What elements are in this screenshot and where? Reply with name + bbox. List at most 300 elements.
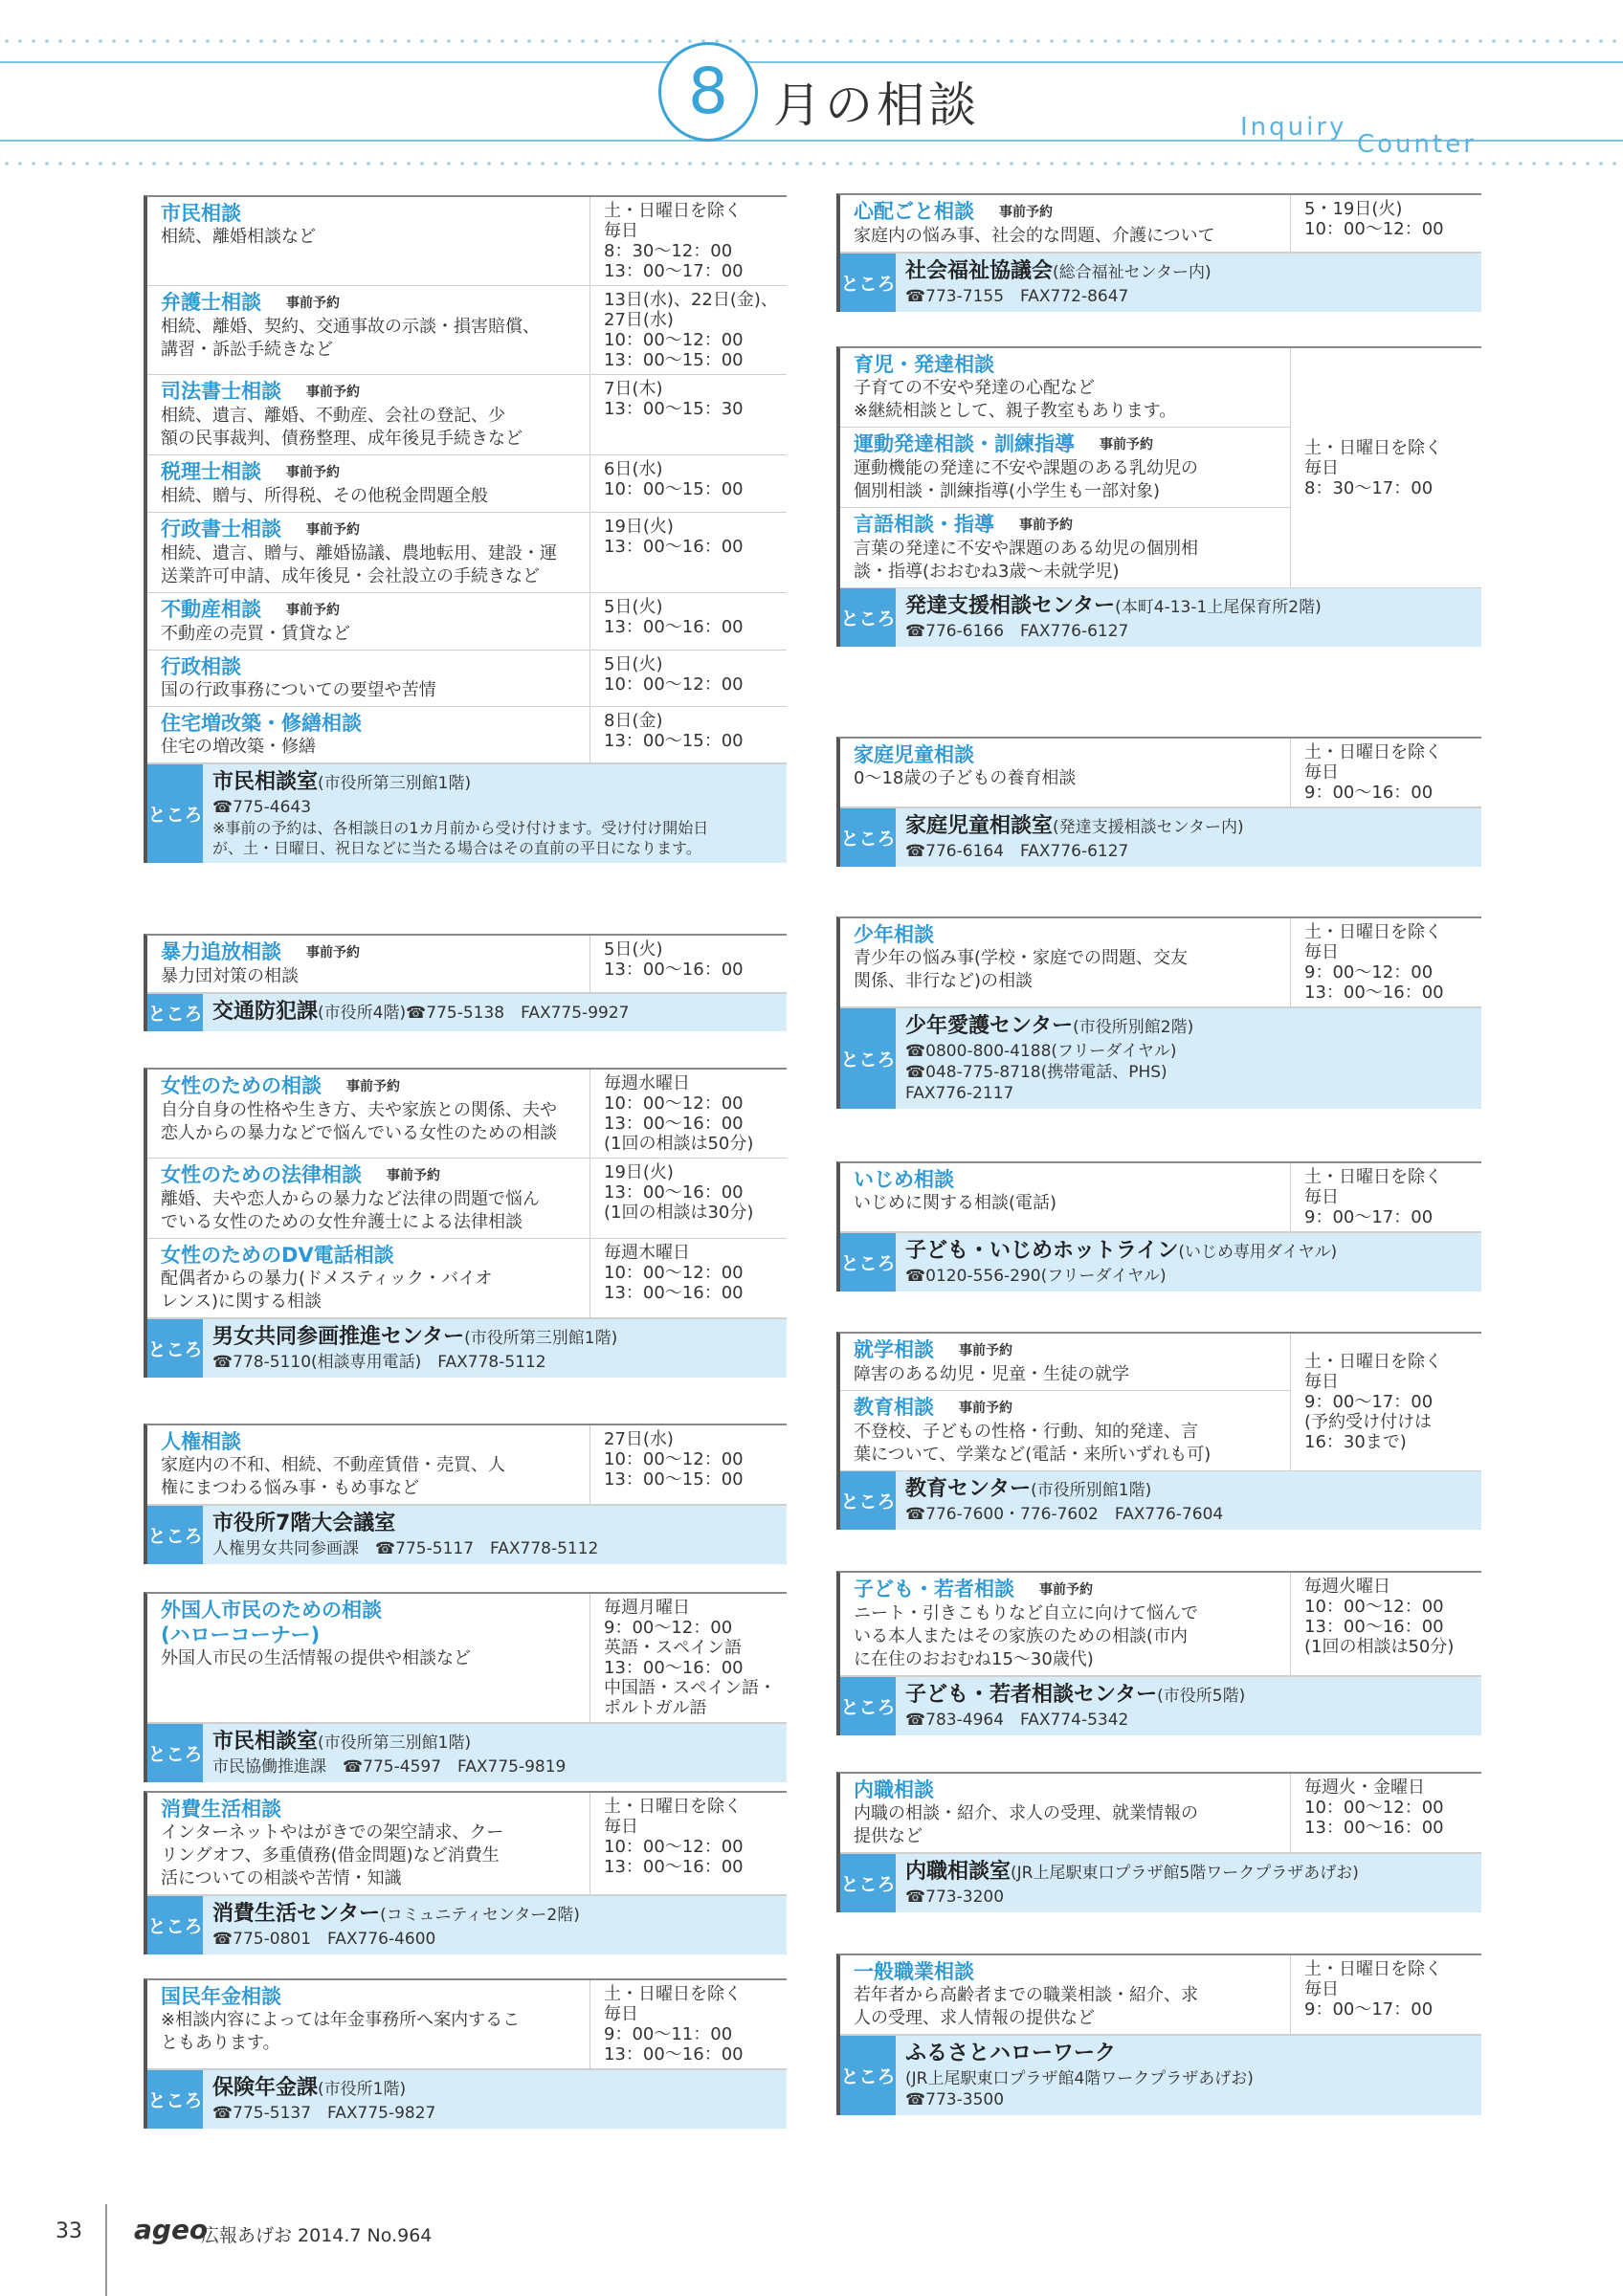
footer-divider [105, 2204, 107, 2296]
consultation-name: 家庭児童相談 [854, 743, 974, 766]
month-badge [658, 42, 758, 142]
header-rule-top [0, 61, 1623, 63]
location-contact: 市民協働推進課 ☎775-4597 FAX775-9819 [212, 1757, 567, 1777]
consultation-title [161, 711, 580, 736]
consultation-name: 行政書士相談 [161, 518, 281, 541]
consultation-row [147, 513, 787, 593]
consultation-row [840, 1955, 1481, 2035]
consultation-title [854, 512, 1280, 538]
location-box [840, 1470, 1481, 1530]
consultation-info [840, 508, 1290, 587]
location-detail: (市役所1階) [318, 2080, 407, 2099]
consultation-schedule: 土・日曜日を除く 毎日 9：00～16：00 [1290, 739, 1481, 806]
consultation-row [147, 197, 787, 286]
consultation-title [161, 1598, 580, 1647]
location-body [896, 1677, 1481, 1735]
reservation-badge: 事前予約 [1019, 518, 1073, 533]
consultation-name: 女性のための相談 [161, 1074, 322, 1097]
consultation-description: 自分自身の性格や生き方、夫や家族との関係、夫や 恋人からの暴力などで悩んでいる女性のための相談 [161, 1100, 557, 1143]
reservation-badge: 事前予約 [286, 296, 340, 311]
location-contact: 人権男女共同参画課 ☎775-5117 FAX778-5112 [212, 1539, 599, 1558]
location-box [840, 807, 1481, 867]
consultation-row [840, 1163, 1481, 1232]
header-english-inquiry: Inquiry [1240, 113, 1347, 142]
header-dot-strip-top [0, 38, 1623, 44]
location-detail: (市役所別館1階) [1031, 1481, 1152, 1500]
consultation-row [147, 936, 787, 993]
reservation-badge: 事前予約 [286, 465, 340, 480]
location-note: ※事前の予約は、各相談日の1カ月前から受け付けます。受け付け開始日 [212, 819, 709, 837]
location-tag: ところ [147, 1319, 203, 1378]
location-detail: (JR上尾駅東口プラザ館5階ワークプラザあげお) [1011, 1864, 1359, 1883]
consultation-schedule: 5日(火) 13：00～16：00 [589, 593, 787, 650]
consultation-description: 若年者から高齢者までの職業相談・紹介、求 人の受理、求人情報の提供など [854, 1985, 1198, 2028]
consultation-name: 国民年金相談 [161, 1985, 281, 2008]
location-detail: (市役所5階) [1157, 1687, 1246, 1706]
consultation-title [854, 1959, 1280, 1984]
publication-logo: ageo [134, 2214, 209, 2245]
location-office: 市民相談室 [212, 770, 319, 794]
consultation-name: いじめ相談 [854, 1168, 954, 1191]
consultation-description: 住宅の増改築・修繕 [161, 737, 316, 757]
location-tag: ところ [147, 764, 203, 863]
month-number: 8 [688, 55, 728, 128]
location-office: 教育センター [905, 1477, 1032, 1501]
consultation-name: 運動発達相談・訓練指導 [854, 432, 1075, 455]
location-name [905, 2041, 1472, 2068]
location-body [896, 1233, 1481, 1292]
location-box [840, 1853, 1481, 1912]
location-body [896, 1854, 1481, 1912]
location-office: 子ども・若者相談センター [905, 1683, 1158, 1707]
location-name [905, 1013, 1472, 1041]
consultation-block [144, 1978, 787, 2129]
location-body [203, 2070, 787, 2129]
consultation-info [840, 428, 1290, 507]
consultation-schedule: 土・日曜日を除く 毎日 9：00～12：00 13：00～16：00 [1290, 918, 1481, 1006]
location-name [212, 999, 777, 1027]
consultation-info [840, 1774, 1290, 1852]
consultation-row [840, 508, 1290, 587]
consultation-name: 就学相談 [854, 1338, 934, 1361]
location-body [203, 1896, 787, 1954]
reservation-badge: 事前予約 [1100, 437, 1153, 453]
location-tag: ところ [840, 1471, 896, 1530]
consultation-row [147, 1980, 787, 2069]
consultation-info [147, 1980, 589, 2068]
location-tag: ところ [840, 1233, 896, 1292]
consultation-info [147, 593, 589, 650]
location-tag: ところ [147, 2070, 203, 2129]
consultation-title [854, 431, 1280, 457]
location-box [840, 1007, 1481, 1109]
location-contact: ☎773-3200 [905, 1888, 1005, 1907]
consultation-schedule: 土・日曜日を除く 毎日 9：00～17：00 [1290, 1955, 1481, 2034]
location-box [147, 2069, 787, 2129]
location-detail: (市役所第三別館1階) [318, 774, 472, 793]
location-office: 男女共同参画推進センター [212, 1325, 465, 1349]
location-tag: ところ [840, 808, 896, 867]
location-name [212, 1511, 777, 1538]
consultation-row [840, 1391, 1290, 1470]
consultation-name: 教育相談 [854, 1396, 934, 1419]
consultation-info [147, 936, 589, 992]
consultation-info [147, 197, 589, 285]
reservation-badge: 事前予約 [959, 1401, 1012, 1416]
location-tag: ところ [840, 588, 896, 647]
consultation-description: 相続、離婚相談など [161, 227, 316, 247]
consultation-name: 言語相談・指導 [854, 513, 994, 536]
consultation-name: 女性のための法律相談 [161, 1163, 362, 1186]
consultation-name: 心配ごと相談 [854, 200, 974, 223]
location-detail: (市役所第三別館1階) [318, 1733, 472, 1753]
consultation-row [147, 1425, 787, 1505]
consultation-block [836, 916, 1481, 1109]
consultation-name: 消費生活相談 [161, 1798, 281, 1821]
location-body [896, 1008, 1481, 1109]
location-box [840, 1232, 1481, 1292]
consultation-schedule: 8日(金) 13：00～15：00 [589, 707, 787, 762]
location-body [203, 994, 787, 1031]
consultation-schedule: 6日(水) 10：00～15：00 [589, 455, 787, 512]
consultation-schedule: 13日(水)、22日(金)、 27日(水) 10：00～12：00 13：00～15：00 [589, 286, 787, 374]
location-name [905, 1476, 1472, 1504]
consultation-name: 内職相談 [854, 1778, 934, 1801]
location-box [840, 253, 1481, 312]
consultation-block [836, 1772, 1481, 1912]
location-contact: ☎776-7600・776-7602 FAX776-7604 [905, 1505, 1224, 1524]
location-office: 交通防犯課 [212, 1000, 319, 1024]
consultation-row [840, 1774, 1481, 1853]
consultation-title [161, 379, 580, 405]
location-body [203, 764, 787, 863]
consultation-info [147, 1594, 589, 1722]
location-contact: ☎783-4964 FAX774-5342 [905, 1711, 1129, 1730]
location-body [896, 2036, 1481, 2115]
consultation-schedule: 27日(水) 10：00～12：00 13：00～15：00 [589, 1425, 787, 1504]
location-detail: (市役所別館2階) [1073, 1018, 1194, 1037]
location-note: が、土・日曜日、祝日などに当たる場合はその直前の平日になります。 [212, 839, 701, 857]
consultation-description: 相続、離婚、契約、交通事故の示談・損害賠償、 講習・訴訟手続きなど [161, 317, 540, 360]
consultation-row [147, 1793, 787, 1895]
consultation-group-rows [840, 348, 1290, 587]
consultation-description: 家庭内の悩み事、社会的な問題、介護について [854, 226, 1215, 246]
consultation-schedule: 5日(火) 10：00～12：00 [589, 651, 787, 706]
consultation-description: 相続、遺言、離婚、不動産、会社の登記、少 額の民事裁判、債務整理、成年後見手続きなど [161, 406, 522, 449]
consultation-block [836, 1161, 1481, 1292]
page-title: 月の相談 [766, 67, 988, 136]
consultation-info [147, 707, 589, 762]
consultation-schedule: 5日(火) 13：00～16：00 [589, 936, 787, 992]
consultation-description: 暴力団対策の相談 [161, 966, 299, 986]
consultation-block [836, 1954, 1481, 2115]
consultation-info [147, 1793, 589, 1894]
location-tag: ところ [840, 2036, 896, 2115]
consultation-schedule: 土・日曜日を除く 毎日 9：00～17：00 [1290, 1163, 1481, 1231]
consultation-description: 国の行政事務についての要望や苦情 [161, 680, 436, 700]
consultation-description: 運動機能の発達に不安や課題のある乳幼児の 個別相談・訓練指導(小学生も一部対象) [854, 458, 1198, 501]
reservation-badge: 事前予約 [346, 1079, 400, 1094]
consultation-name: 住宅増改築・修繕相談 [161, 712, 362, 735]
location-detail: (市役所4階)☎775-5138 FAX775-9927 [318, 1004, 630, 1023]
consultation-row [840, 348, 1290, 428]
location-contact: ☎775-4643 [212, 798, 312, 817]
consultation-block [144, 195, 787, 863]
consultation-title [854, 922, 1280, 947]
consultation-title [161, 1162, 580, 1188]
consultation-name: 市民相談 [161, 202, 241, 225]
location-name [212, 1324, 777, 1352]
consultation-title [854, 199, 1280, 225]
consultation-title [854, 1577, 1280, 1602]
consultation-info [147, 375, 589, 454]
location-office: 少年愛護センター [905, 1014, 1074, 1038]
consultation-description: 配偶者からの暴力(ドメスティック・バイオ レンス)に関する相談 [161, 1269, 493, 1312]
consultation-title [161, 517, 580, 542]
location-name [905, 813, 1472, 841]
consultation-block [836, 193, 1481, 312]
consultation-title [854, 742, 1280, 767]
consultation-title [161, 654, 580, 679]
consultation-block [836, 1571, 1481, 1735]
location-office: 保険年金課 [212, 2076, 319, 2100]
location-name [212, 1729, 777, 1756]
location-body [203, 1724, 787, 1782]
consultation-info [840, 1391, 1290, 1470]
consultation-row [147, 286, 787, 375]
consultation-schedule: 5・19日(火) 10：00～12：00 [1290, 195, 1481, 252]
consultation-block [836, 346, 1481, 647]
consultation-block [836, 1332, 1481, 1530]
consultation-title [161, 459, 580, 485]
location-body [203, 1506, 787, 1564]
location-body [896, 808, 1481, 867]
consultation-title [161, 1797, 580, 1821]
consultation-description: 青少年の悩み事(学校・家庭での問題、交友 関係、非行など)の相談 [854, 948, 1189, 991]
location-name [212, 1901, 777, 1929]
consultation-schedule: 土・日曜日を除く 毎日 9：00～11：00 13：00～16：00 [589, 1980, 787, 2068]
consultation-description: 障害のある幼児・児童・生徒の就学 [854, 1364, 1129, 1384]
location-contact: ☎0120-556-290(フリーダイヤル) [905, 1267, 1167, 1286]
consultation-name: 一般職業相談 [854, 1960, 974, 1983]
consultation-title [161, 1243, 580, 1268]
location-contact: ☎773-3500 [905, 2090, 1005, 2109]
consultation-info [840, 348, 1290, 427]
location-box [147, 1505, 787, 1564]
consultation-description: 内職の相談・紹介、求人の受理、就業情報の 提供など [854, 1803, 1198, 1846]
consultation-schedule: 毎週月曜日 9：00～12：00 英語・スペイン語 13：00～16：00 中国語・スペイン語・ ポルトガル語 [589, 1594, 787, 1722]
location-name [212, 2075, 777, 2103]
location-contact: ☎0800-800-4188(フリーダイヤル) [905, 1042, 1177, 1061]
consultation-schedule: 19日(火) 13：00～16：00 [589, 513, 787, 592]
location-contact: ☎048-775-8718(携帯電話、PHS) [905, 1063, 1167, 1082]
consultation-row [147, 707, 787, 763]
consultation-schedule: 土・日曜日を除く 毎日 8：30～17：00 [1290, 348, 1481, 587]
consultation-schedule: 毎週火・金曜日 10：00～12：00 13：00～16：00 [1290, 1774, 1481, 1852]
location-box [147, 1318, 787, 1378]
consultation-schedule: 土・日曜日を除く 毎日 8：30～12：00 13：00～17：00 [589, 197, 787, 285]
location-body [203, 1319, 787, 1378]
consultation-block [144, 1791, 787, 1954]
consultation-row [840, 195, 1481, 253]
location-box [840, 1676, 1481, 1735]
header-english-counter: Counter [1357, 130, 1477, 159]
reservation-badge: 事前予約 [286, 603, 340, 618]
consultation-schedule: 土・日曜日を除く 毎日 9：00～17：00 (予約受け付けは 16：30まで) [1290, 1334, 1481, 1470]
location-box [840, 587, 1481, 647]
consultation-schedule: 土・日曜日を除く 毎日 10：00～12：00 13：00～16：00 [589, 1793, 787, 1894]
location-contact: (JR上尾駅東口プラザ館4階ワークプラザあげお) [905, 2069, 1254, 2088]
consultation-row [840, 739, 1481, 807]
consultation-description: インターネットやはがきでの架空請求、クー リングオフ、多重債務(借金問題)など消費生 活についての相談や苦情・知識 [161, 1822, 504, 1888]
location-contact: ☎775-0801 FAX776-4600 [212, 1930, 436, 1949]
location-office: 市民相談室 [212, 1730, 319, 1754]
consultation-block [144, 1068, 787, 1378]
consultation-description: 不登校、子どもの性格・行動、知的発達、言 葉について、学業など(電話・来所いずれも可) [854, 1422, 1212, 1465]
consultation-description: 離婚、夫や恋人からの暴力など法律の問題で悩ん でいる女性のための女性弁護士による法律相談 [161, 1189, 540, 1232]
consultation-name: 暴力追放相談 [161, 940, 281, 963]
consultation-title [854, 1777, 1280, 1802]
consultation-row [147, 1159, 787, 1239]
consultation-description: 不動産の売買・賃貸など [161, 624, 350, 644]
consultation-description: 0～18歳の子どもの養育相談 [854, 768, 1077, 788]
consultation-info [840, 195, 1290, 252]
location-office: 社会福祉協議会 [905, 259, 1054, 283]
consultation-title [161, 1984, 580, 2009]
reservation-badge: 事前予約 [306, 385, 360, 400]
location-box [147, 1895, 787, 1954]
consultation-title [161, 201, 580, 226]
header-dot-strip-bottom [0, 161, 1623, 166]
consultation-title [161, 597, 580, 623]
consultation-block [144, 1424, 787, 1564]
consultation-info [840, 1573, 1290, 1675]
location-office: 発達支援相談センター [905, 594, 1116, 618]
consultation-description: 相続、遺言、贈与、離婚協議、農地転用、建設・運 送業許可申請、成年後見・会社設立の手続きなど [161, 543, 557, 586]
location-name [212, 769, 777, 797]
consultation-title [161, 1073, 580, 1099]
consultation-row [147, 375, 787, 455]
location-detail: (発達支援相談センター内) [1053, 818, 1244, 837]
consultation-name: 育児・発達相談 [854, 353, 994, 376]
location-tag: ところ [840, 1677, 896, 1735]
page-number: 33 [56, 2219, 82, 2243]
consultation-title [854, 1167, 1280, 1192]
consultation-info [840, 739, 1290, 806]
location-name [905, 258, 1472, 286]
consultation-description: 言葉の発達に不安や課題のある幼児の個別相 談・指導(おおむね3歳～未就学児) [854, 539, 1198, 582]
consultation-info [147, 1070, 589, 1158]
consultation-row [147, 455, 787, 513]
location-contact: ☎778-5110(相談専用電話) FAX778-5112 [212, 1353, 546, 1372]
consultation-description: ニート・引きこもりなど自立に向けて悩んで いる本人またはその家族のための相談(市内 に在住のおおむね15～30歳代) [854, 1603, 1198, 1669]
consultation-name: 少年相談 [854, 923, 934, 946]
consultation-title [161, 1429, 580, 1454]
location-detail: (いじめ専用ダイヤル) [1178, 1243, 1338, 1262]
location-box [147, 993, 787, 1031]
location-tag: ところ [840, 254, 896, 312]
consultation-info [147, 455, 589, 512]
publication-info: 広報あげお 2014.7 No.964 [201, 2225, 433, 2246]
location-office: 市役所7階大会議室 [212, 1512, 396, 1535]
location-contact: FAX776-2117 [905, 1084, 1014, 1103]
consultation-info [840, 918, 1290, 1006]
consultation-schedule: 毎週水曜日 10：00～12：00 13：00～16：00 (1回の相談は50分) [589, 1070, 787, 1158]
location-tag: ところ [147, 1896, 203, 1954]
location-office: 子ども・いじめホットライン [905, 1239, 1179, 1263]
location-body [896, 588, 1481, 647]
consultation-info [147, 513, 589, 592]
reservation-badge: 事前予約 [959, 1343, 1012, 1358]
consultation-title [854, 1337, 1280, 1363]
consultation-description: 子育ての不安や発達の心配など ※継続相談として、親子教室もあります。 [854, 378, 1177, 421]
location-contact: ☎773-7155 FAX772-8647 [905, 287, 1129, 306]
location-name [905, 593, 1472, 621]
location-detail: (本町4-13-1上尾保育所2階) [1115, 598, 1322, 617]
consultation-title [854, 1395, 1280, 1421]
reservation-badge: 事前予約 [306, 522, 360, 538]
consultation-name: 人権相談 [161, 1430, 241, 1453]
consultation-block [144, 934, 787, 1031]
consultation-block [144, 1592, 787, 1782]
consultation-info [840, 1163, 1290, 1231]
location-box [840, 2035, 1481, 2115]
consultation-title [854, 352, 1280, 377]
consultation-info [840, 1334, 1290, 1390]
location-name [905, 1682, 1472, 1710]
location-name [905, 1859, 1472, 1887]
consultation-info [147, 651, 589, 706]
consultation-description: ※相談内容によっては年金事務所へ案内するこ ともあります。 [161, 2010, 521, 2053]
consultation-description: 相続、贈与、所得税、その他税金問題全般 [161, 486, 488, 506]
consultation-schedule: 7日(木) 13：00～15：30 [589, 375, 787, 454]
reservation-badge: 事前予約 [999, 205, 1053, 220]
consultation-row [840, 1573, 1481, 1676]
consultation-schedule: 毎週火曜日 10：00～12：00 13：00～16：00 (1回の相談は50分) [1290, 1573, 1481, 1675]
consultation-description: 家庭内の不和、相続、不動産賃借・売買、人 権にまつわる悩み事・もめ事など [161, 1455, 505, 1498]
consultation-info [840, 1955, 1290, 2034]
consultation-name: 不動産相談 [161, 598, 261, 621]
consultation-info [147, 1425, 589, 1504]
consultation-name: 税理士相談 [161, 460, 261, 483]
consultation-title [161, 290, 580, 316]
location-tag: ところ [147, 1724, 203, 1782]
location-box [147, 763, 787, 863]
location-detail: (コミュニティセンター2階) [380, 1906, 580, 1925]
location-body [896, 254, 1481, 312]
location-contact: ☎776-6164 FAX776-6127 [905, 842, 1129, 861]
location-detail: (市役所第三別館1階) [464, 1329, 618, 1348]
consultation-row [147, 1594, 787, 1723]
consultation-group [840, 348, 1481, 587]
location-body [896, 1471, 1481, 1530]
location-tag: ところ [147, 994, 203, 1031]
consultation-info [147, 1159, 589, 1238]
consultation-title [161, 939, 580, 965]
consultation-info [147, 286, 589, 374]
consultation-schedule: 毎週木曜日 10：00～12：00 13：00～16：00 [589, 1239, 787, 1317]
location-tag: ところ [840, 1008, 896, 1109]
consultation-block [836, 737, 1481, 867]
consultation-row [147, 593, 787, 651]
location-tag: ところ [840, 1854, 896, 1912]
location-contact: ☎775-5137 FAX775-9827 [212, 2104, 436, 2123]
location-office: ふるさとハローワーク [905, 2042, 1117, 2065]
reservation-badge: 事前予約 [1039, 1582, 1093, 1598]
consultation-row [147, 1239, 787, 1318]
consultation-schedule: 19日(火) 13：00～16：00 (1回の相談は30分) [589, 1159, 787, 1238]
reservation-badge: 事前予約 [306, 945, 360, 960]
